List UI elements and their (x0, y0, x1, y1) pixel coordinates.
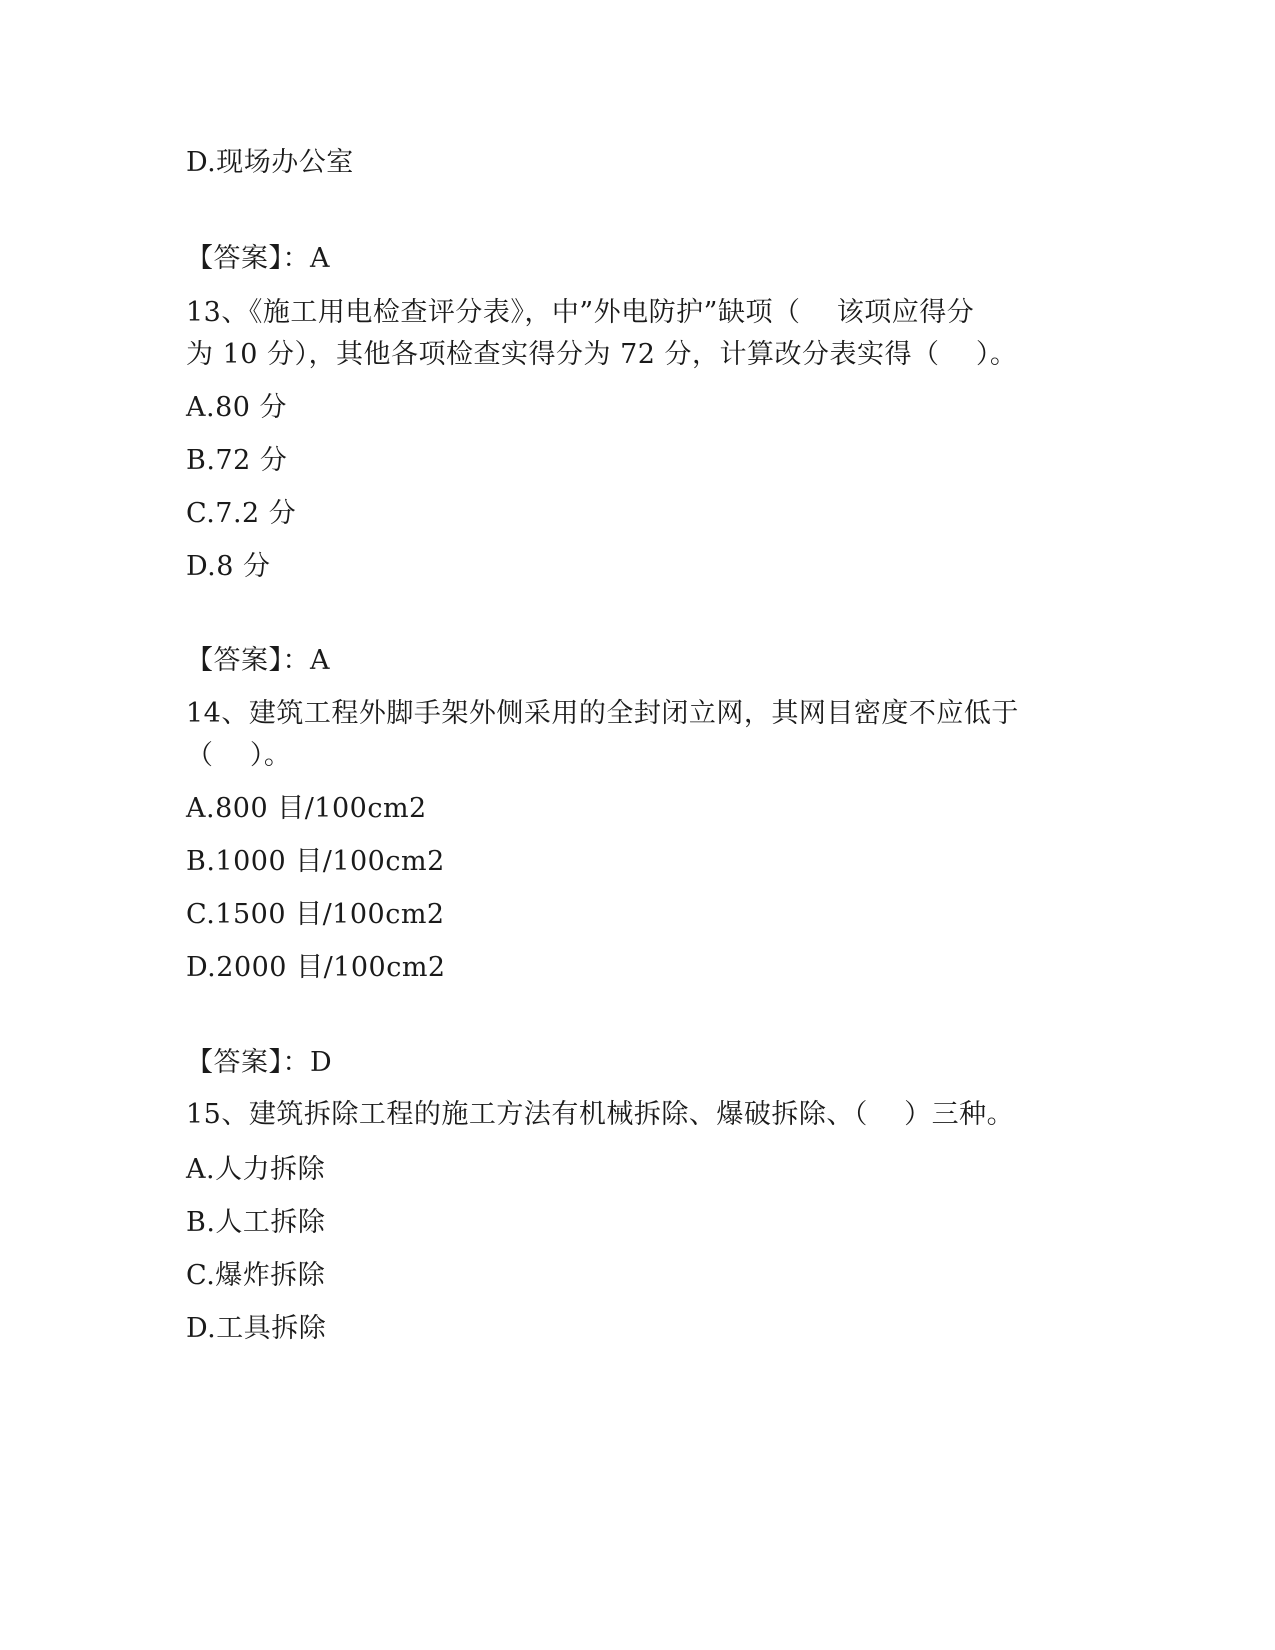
q15-option-d: D.工具拆除 (186, 1313, 327, 1344)
q13-option-b: B.72 分 (186, 445, 288, 476)
q15-option-a: A.人力拆除 (186, 1154, 326, 1185)
q13-option-a: A.80 分 (186, 392, 288, 423)
q13-answer: 【答案】：A (186, 645, 330, 676)
q15-stem-line1: 15、建筑拆除工程的施工方法有机械拆除、爆破拆除、（ ）三种。 (186, 1099, 1015, 1130)
q14-answer: 【答案】：D (186, 1047, 333, 1078)
q14-option-c: C.1500 目/100cm2 (186, 899, 445, 930)
q15-option-b: B.人工拆除 (186, 1207, 326, 1238)
q12-option-d: D.现场办公室 (186, 147, 354, 178)
q14-stem-line1: 14、建筑工程外脚手架外侧采用的全封闭立网，其网目密度不应低于 (186, 698, 1019, 729)
q12-answer: 【答案】：A (186, 243, 330, 274)
q14-option-b: B.1000 目/100cm2 (186, 846, 445, 877)
q14-option-d: D.2000 目/100cm2 (186, 952, 446, 983)
q14-stem-line2: （ ）。 (186, 740, 292, 771)
q13-option-d: D.8 分 (186, 551, 271, 582)
q15-option-c: C.爆炸拆除 (186, 1260, 326, 1291)
q14-option-a: A.800 目/100cm2 (186, 793, 427, 824)
q13-stem-line1: 13、《施工用电检查评分表》，中”外电防护”缺项（ 该项应得分 (186, 297, 975, 328)
q13-stem-line2: 为 10 分），其他各项检查实得分为 72 分，计算改分表实得（ ）。 (186, 339, 1018, 370)
q13-option-c: C.7.2 分 (186, 498, 297, 529)
